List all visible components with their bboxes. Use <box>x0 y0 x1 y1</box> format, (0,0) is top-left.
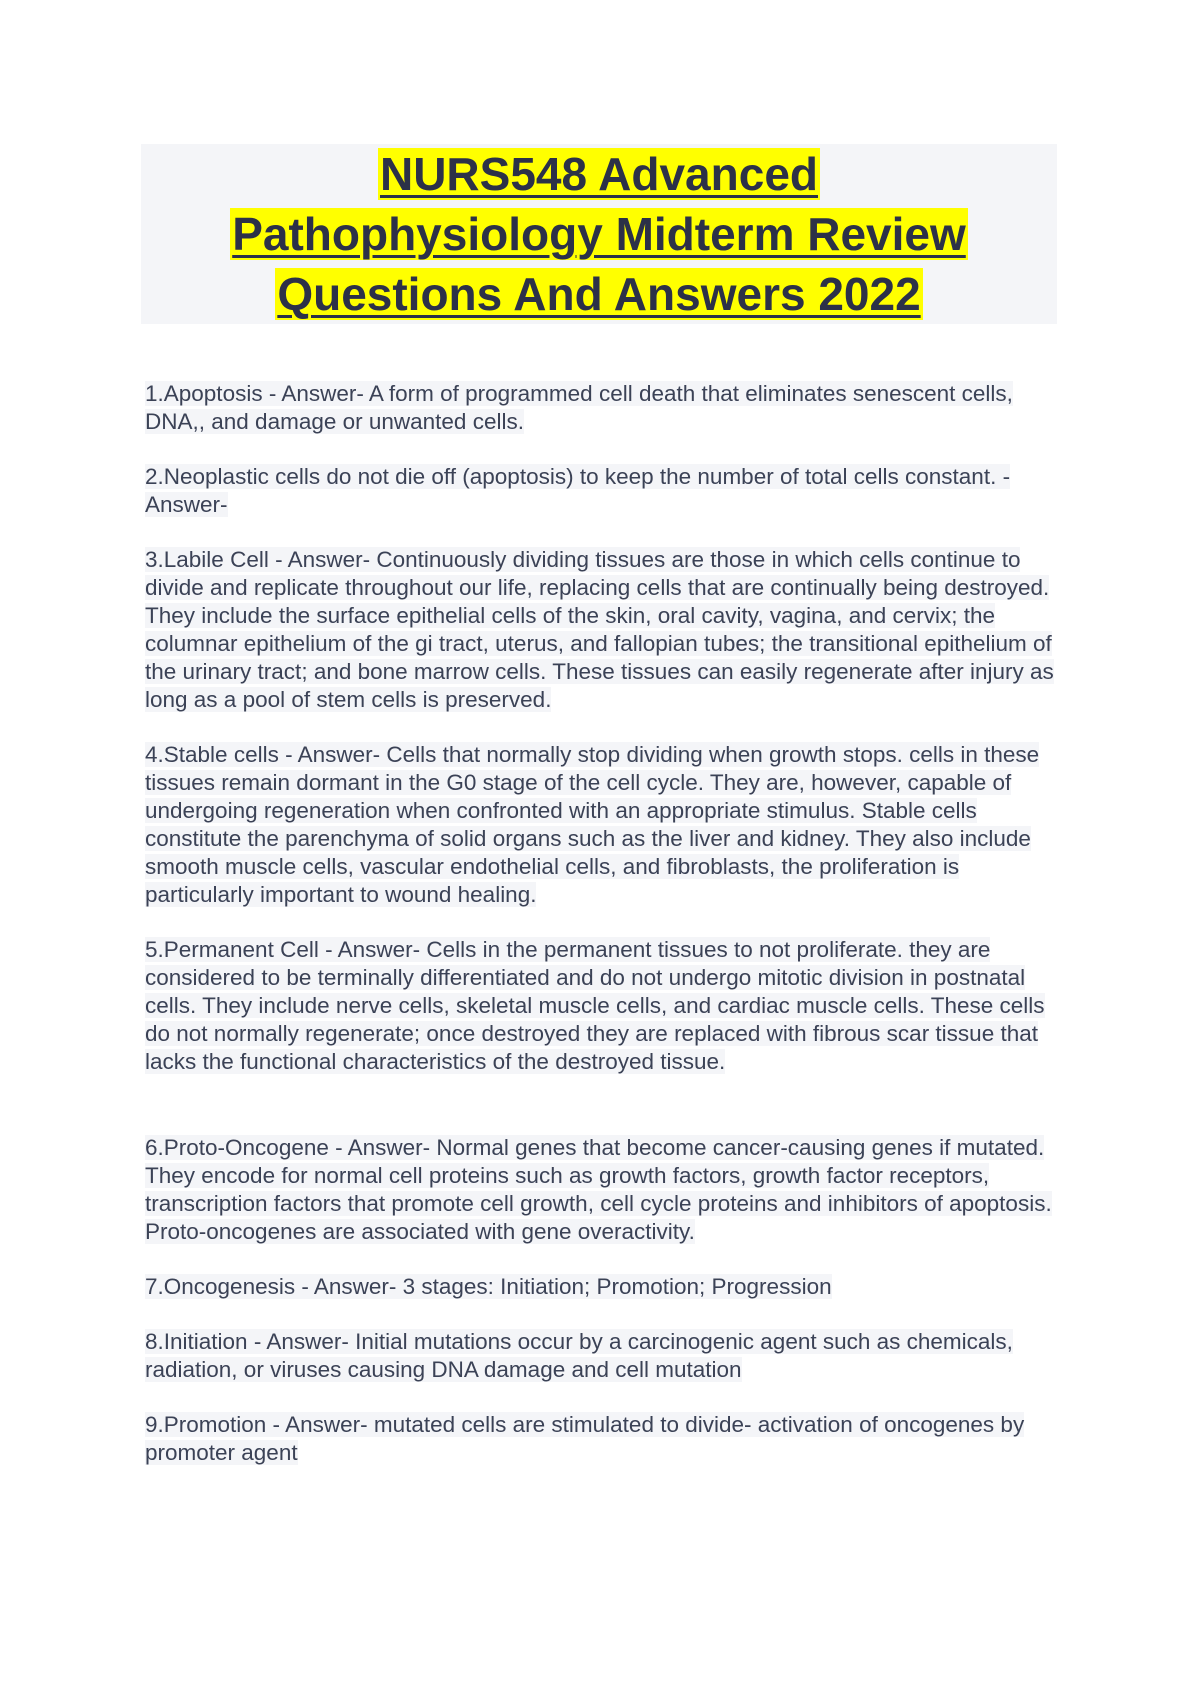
title-line-2: Pathophysiology Midterm Review <box>232 208 966 260</box>
qa-item-8: 8.Initiation - Answer- Initial mutations occur by a carcinogenic agent such as chemicals, radiation, or viruses causing DNA damage and cell mutation <box>145 1329 1013 1382</box>
qa-item-3: 3.Labile Cell - Answer- Continuously dividing tissues are those in which cells continue to divide and replicate throughout our life, replacing cells that are continually being destroyed. They include the surface epithelial cells of the skin, oral cavity, vagina, and cervix; the columnar epithelium of the gi tract, uterus, and fallopian tubes; the transitional epithelium of the urinary tract; and bone marrow cells. These tissues can easily regenerate after injury as long as a pool of stem cells is preserved. <box>145 547 1054 712</box>
qa-item-2: 2.Neoplastic cells do not die off (apoptosis) to keep the number of total cells constant. - Answer- <box>145 464 1011 517</box>
title-line-3: Questions And Answers 2022 <box>277 268 921 320</box>
title-line-1: NURS548 Advanced <box>379 148 818 200</box>
document-title <box>141 144 1057 324</box>
question-answer-list <box>145 380 1065 1494</box>
qa-item-1: 1.Apoptosis - Answer- A form of programmed cell death that eliminates senescent cells, DNA,, and damage or unwanted cells. <box>145 381 1013 434</box>
qa-item-4: 4.Stable cells - Answer- Cells that normally stop dividing when growth stops. cells in these tissues remain dormant in the G0 stage of the cell cycle. They are, however, capable of undergoing regeneration when confronted with an appropriate stimulus. Stable cells constitute the parenchyma of solid organs such as the liver and kidney. They also include smooth muscle cells, vascular endothelial cells, and fibroblasts, the proliferation is particularly important to wound healing. <box>145 742 1040 907</box>
qa-item-9: 9.Promotion - Answer- mutated cells are stimulated to divide- activation of oncogenes by promoter agent <box>145 1412 1025 1465</box>
qa-item-7: 7.Oncogenesis - Answer- 3 stages: Initiation; Promotion; Progression <box>145 1274 832 1299</box>
qa-item-6: 6.Proto-Oncogene - Answer- Normal genes that become cancer-causing genes if mutated. They encode for normal cell proteins such as growth factors, growth factor receptors, transcription factors that promote cell growth, cell cycle proteins and inhibitors of apoptosis. Proto-oncogenes are associated with gene overactivity. <box>145 1135 1052 1244</box>
qa-item-5: 5.Permanent Cell - Answer- Cells in the permanent tissues to not proliferate. they are considered to be terminally differentiated and do not undergo mitotic division in postnatal cells. They include nerve cells, skeletal muscle cells, and cardiac muscle cells. These cells do not normally regenerate; once destroyed they are replaced with fibrous scar tissue that lacks the functional characteristics of the destroyed tissue. <box>145 937 1045 1074</box>
